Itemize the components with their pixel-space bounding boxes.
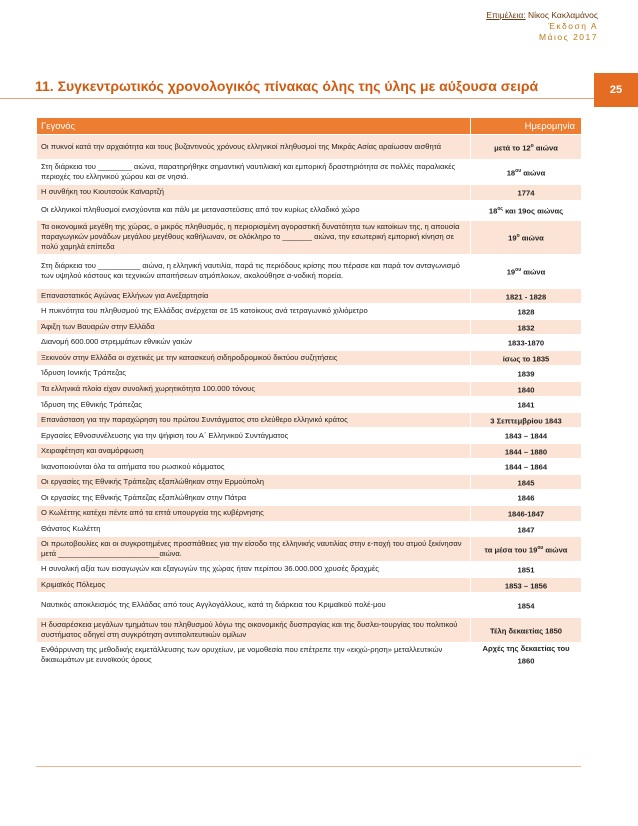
- table-row: [37, 254, 582, 288]
- event-cell: Επανάσταση για την παραχώρηση του πρώτου Συντάγματος στο ελεύθερο ελληνικό κράτος: [37, 412, 471, 428]
- table-row: [37, 593, 582, 618]
- date-cell: [471, 200, 582, 220]
- footer-line: [36, 766, 581, 767]
- date-cell: [471, 428, 582, 444]
- chronology-table: [36, 117, 582, 669]
- edition-label: Έκδοση Α: [548, 21, 598, 31]
- table-row: [37, 643, 582, 669]
- date-main: 1840: [517, 385, 535, 395]
- date-main: 1853 – 1856: [504, 581, 548, 591]
- date-superscript: ος: [497, 205, 503, 212]
- event-cell: Επαναστατικός Αγώνας Ελλήνων για Ανεξαρτησία: [37, 288, 471, 304]
- date-superscript: ου: [515, 266, 522, 273]
- date-tail: αιώνα: [521, 267, 546, 277]
- table-row: [37, 185, 582, 201]
- table-row: [37, 381, 582, 397]
- event-cell: Ικανοποιούνται όλα τα αιτήματα του ρωσικού κόμματος: [37, 459, 471, 475]
- date-main: 1774: [517, 188, 535, 198]
- date-cell: [471, 366, 582, 382]
- date-cell: [471, 135, 582, 160]
- event-cell: Στη διάρκεια του ________ αιώνα, παρατηρήθηκε σημαντική ναυτιλιακή και εμπορική δραστηριότητα σε πολλές παραλιακές περιοχές του ελληνικού χώρου και σε νησιά.: [37, 160, 471, 185]
- date-cell: [471, 474, 582, 490]
- table-row: [37, 459, 582, 475]
- date-cell: [471, 397, 582, 413]
- event-cell: Τα ελληνικά πλοία είχαν συνολική χωρητικότητα 100.000 τόνους: [37, 381, 471, 397]
- page-number: 25: [594, 73, 638, 107]
- date-cell: [471, 254, 582, 288]
- date-cell: [471, 185, 582, 201]
- date-main: 1846: [517, 493, 535, 503]
- date-cell: [471, 490, 582, 506]
- event-cell: Οι ελληνικοί πληθυσμοί ενισχύονται και πάλι με μεταναστεύσεις από τον κυρίως ελλαδικό χώρο: [37, 200, 471, 220]
- date-cell: [471, 319, 582, 335]
- date-main: Αρχές της δεκαετίας του 1860: [482, 644, 570, 666]
- date-main: 1844 – 1864: [504, 462, 548, 472]
- table-row: [37, 428, 582, 444]
- date-cell: [471, 335, 582, 351]
- date-tail: αιώνα: [543, 545, 568, 555]
- date-cell: [471, 288, 582, 304]
- table-row: [37, 135, 582, 160]
- date-main: 1843 – 1844: [504, 431, 548, 441]
- table-row: [37, 618, 582, 643]
- date-main: 1854: [517, 601, 535, 611]
- date-main: μετά το 12: [494, 143, 531, 153]
- date-cell: [471, 443, 582, 459]
- date-main: 1839: [517, 369, 535, 379]
- date-cell: [471, 593, 582, 618]
- editor-line: [486, 10, 598, 21]
- event-cell: Οι εργασίες της Εθνικής Τράπεζας εξαπλώθηκαν στην Ερμούπολη: [37, 474, 471, 490]
- event-cell: Οι πρωτοβουλίες και οι συγκροτημένες προσπάθειες για την είσοδο της ελληνικής ναυτιλίας στην ε-ποχή του ατμού ξεκίνησαν μετά ________________________αιώνα.: [37, 537, 471, 562]
- header-event: Γεγονός: [37, 118, 471, 135]
- event-cell: Η δυσαρέσκεια μεγάλων τμημάτων του πληθυσμού λόγω της οικονομικής δυσπραγίας και της δυσλει-τουργίας του πολιτικού συστήματος οδηγεί στη συγκρότηση αντιπολιτευτικών ομίλων: [37, 618, 471, 643]
- section-title: 11. Συγκεντρωτικός χρονολογικός πίνακας όλης της ύλης με αύξουσα σειρά: [35, 78, 539, 94]
- date-superscript: ο: [516, 232, 520, 239]
- table-row: [37, 366, 582, 382]
- date-tail: αιώνα: [533, 143, 558, 153]
- table-row: [37, 350, 582, 366]
- event-cell: Εργασίες Εθνοσυνέλευσης για την ψήφιση του Α΄ Ελληνικού Συντάγματος: [37, 428, 471, 444]
- event-cell: Ο Κωλέττης κατέχει πέντε από τα επτά υπουργεία της κυβέρνησης: [37, 505, 471, 521]
- table-row: [37, 577, 582, 593]
- date-cell: [471, 577, 582, 593]
- event-cell: Ίδρυση Ιονικής Τράπεζας: [37, 366, 471, 382]
- table-row: [37, 335, 582, 351]
- date-superscript: ου: [537, 544, 544, 551]
- editor-name: Νίκος Κακλαμάνος: [527, 10, 598, 20]
- date-main: 19: [508, 233, 517, 243]
- table-row: [37, 562, 582, 578]
- event-cell: Άφιξη των Βαυαρών στην Ελλάδα: [37, 319, 471, 335]
- date-main: 1844 – 1880: [504, 447, 548, 457]
- event-cell: Ίδρυση της Εθνικής Τράπεζας: [37, 397, 471, 413]
- date-main: τα μέσα του 19: [484, 545, 538, 555]
- event-cell: Τα οικονομικά μεγέθη της χώρας, ο μικρός πληθυσμός, η περιορισμένη αγοραστική δυνατότητα των κατοίκων της, η απουσία παραγωγικών μονάδων μεγάλου μεγέθους καθήλωναν, σε ολόκληρο το _______ αιώνα, την εσωτερική εμπορική κίνηση σε πολύ χαμηλά επίπεδα: [37, 220, 471, 254]
- date-cell: [471, 643, 582, 669]
- date-cell: [471, 521, 582, 537]
- date-tail: αιώνα: [519, 233, 544, 243]
- date-main: 1832: [517, 323, 535, 333]
- date-main: 1851: [517, 565, 535, 575]
- table-row: [37, 397, 582, 413]
- date-superscript: ο: [530, 142, 534, 149]
- date-main: 1841: [517, 400, 535, 410]
- table-header-row: [37, 118, 582, 135]
- date-main: 1845: [517, 478, 535, 488]
- table-body: [37, 135, 582, 669]
- event-cell: Θάνατος Κωλέττη: [37, 521, 471, 537]
- table-row: [37, 304, 582, 320]
- table-row: [37, 537, 582, 562]
- date-cell: [471, 160, 582, 185]
- editor-label: Επιμέλεια:: [486, 10, 526, 20]
- table-row: [37, 160, 582, 185]
- date-main: 1846-1847: [507, 509, 545, 519]
- date-main: 1833-1870: [507, 338, 545, 348]
- date-main: 1828: [517, 307, 535, 317]
- table-row: [37, 505, 582, 521]
- event-cell: Διανομή 600.000 στρεμμάτων εθνικών γαιών: [37, 335, 471, 351]
- date-cell: [471, 220, 582, 254]
- event-cell: Ναυτικός αποκλεισμός της Ελλάδας από τους Αγγλογάλλους, κατά τη διάρκεια του Κριμαϊκού πολέ-μου: [37, 593, 471, 618]
- table-row: [37, 490, 582, 506]
- date-cell: [471, 350, 582, 366]
- date-main: 3 Σεπτεμβρίου 1843: [490, 416, 562, 426]
- event-cell: Οι εργασίες της Εθνικής Τράπεζας εξαπλώθηκαν στην Πάτρα: [37, 490, 471, 506]
- event-cell: Ενθάρρυνση της μεθοδικής εκμετάλλευσης των ορυχείων, με νομοθεσία που επέτρεπε την «εκχώ-ρηση» μεταλλευτικών δικαιωμάτων με ευνοϊκούς όρους: [37, 643, 471, 669]
- event-cell: Στη διάρκεια του __________ αιώνα, η ελληνική ναυτιλία, παρά τις περιόδους κρίσης που πέρασε και παρά τον ανταγωνισμό των υψηλού κόστους και τεχνικών απαιτήσεων ατμόπλοιων, ακολούθησε α-νοδική πορεία.: [37, 254, 471, 288]
- date-cell: [471, 537, 582, 562]
- date-cell: [471, 618, 582, 643]
- date-cell: [471, 505, 582, 521]
- event-cell: Η συνθήκη του Κιουτσούκ Καϊναρτζή: [37, 185, 471, 201]
- date-cell: [471, 304, 582, 320]
- table-row: [37, 474, 582, 490]
- date-main: ίσως το 1835: [502, 354, 550, 364]
- date-tail: και 19ος αιώνας: [502, 206, 564, 216]
- table-row: [37, 319, 582, 335]
- date-main: 18: [488, 206, 498, 216]
- date-tail: αιώνα: [521, 168, 546, 178]
- date-main: Τέλη δεκαετίας 1850: [489, 626, 563, 636]
- date-main: 1847: [517, 525, 535, 535]
- date-main: 18: [506, 168, 516, 178]
- date-main: 1821 - 1828: [505, 292, 547, 302]
- event-cell: Η συνολική αξία των εισαγωγών και εξαγωγών της χώρας ήταν περίπου 36.000.000 χρυσές δραχμές: [37, 562, 471, 578]
- table-row: [37, 521, 582, 537]
- date-superscript: ου: [515, 167, 522, 174]
- title-underline: [0, 98, 594, 99]
- table-row: [37, 412, 582, 428]
- table-row: [37, 443, 582, 459]
- table-row: [37, 220, 582, 254]
- date-cell: [471, 459, 582, 475]
- table-row: [37, 200, 582, 220]
- date-cell: [471, 381, 582, 397]
- edition-date: Μάιος 2017: [539, 32, 598, 42]
- table-row: [37, 288, 582, 304]
- page-header: [486, 10, 598, 43]
- header-date: Ημερομηνία: [471, 118, 582, 135]
- event-cell: Χειραφέτηση και αναμόρφωση: [37, 443, 471, 459]
- event-cell: Η πυκνότητα του πληθυσμού της Ελλάδας ανέρχεται σε 15 κατοίκους ανά τετραγωνικό χιλιόμετρο: [37, 304, 471, 320]
- date-cell: [471, 562, 582, 578]
- event-cell: Οι πυκνοί κατά την αρχαιότητα και τους βυζαντινούς χρόνους ελληνικοί πληθυσμοί της Μικράς Ασίας αραίωσαν αισθητά: [37, 135, 471, 160]
- event-cell: Ξεκινούν στην Ελλάδα οι σχετικές με την κατασκευή σιδηροδρομικού δικτύου συζητήσεις: [37, 350, 471, 366]
- date-main: 19: [506, 267, 516, 277]
- date-cell: [471, 412, 582, 428]
- event-cell: Κριμαϊκός Πόλεμος: [37, 577, 471, 593]
